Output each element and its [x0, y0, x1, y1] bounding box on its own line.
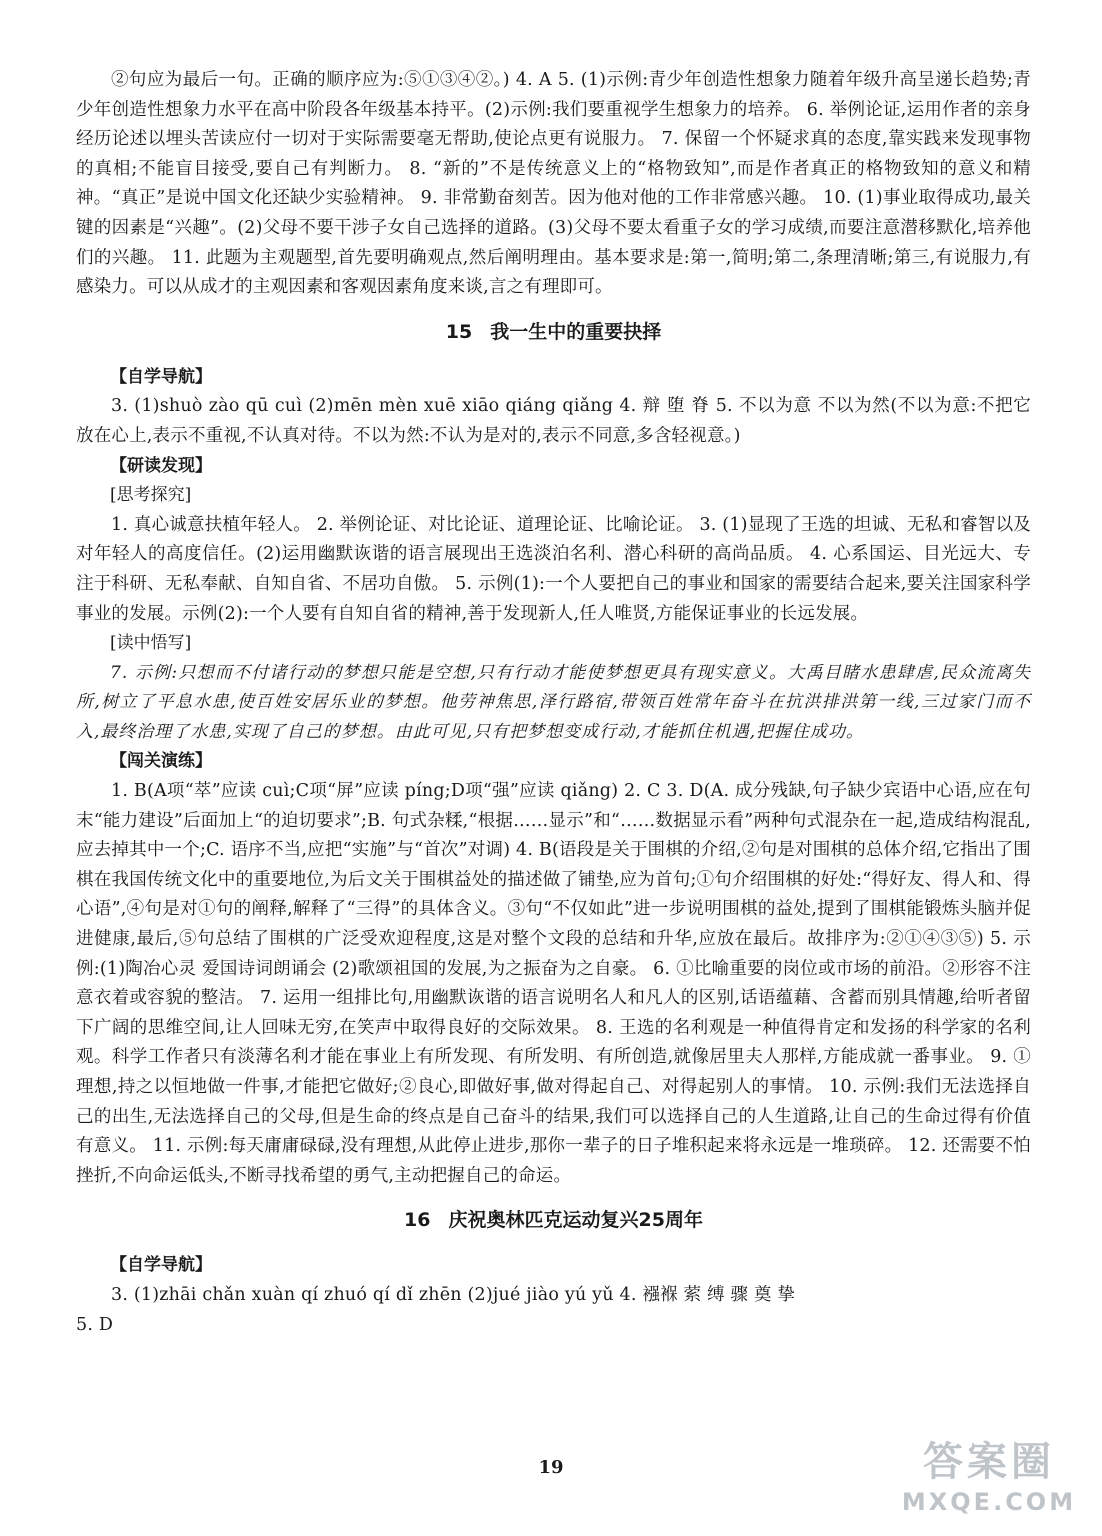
section-15-think-heading: [思考探究] [110, 485, 192, 506]
section-15-read-write-heading: [读中悟写] [110, 633, 192, 654]
section-15-research-heading: 【研读发现】 [110, 455, 212, 476]
page-number: 19 [538, 1457, 564, 1478]
section-15-number: 15 [445, 320, 473, 343]
section-15-self-study-heading: 【自学导航】 [110, 366, 212, 387]
section-16-title [76, 1205, 1031, 1235]
intro-paragraph: ②句应为最后一句。正确的顺序应为:⑤①③④②。) 4. A 5. (1)示例:青少年创造性想象力随着年级升高呈递长趋势;青少年创造性想象力水平在高中阶段各年级基本持平。(2)示例:我们要重视学生想象力的培养。 6. 举例论证,运用作者的亲身经历论述以埋头苦读应付一切对于实际需要毫无帮助,使论点更有说服力。 7. 保留一个怀疑求真的态度,靠实践来发现事物的真相;不能盲目接受,要自己有判断力。 8. “新的”不是传统意义上的“格物致知”,而是作者真正的格物致知的意义和精神。“真正”是说中国文化还缺少实验精神。 9. 非常勤奋刻苦。因为他对他的工作非常感兴趣。 10. (1)事业取得成功,最关键的因素是“兴趣”。(2)父母不要干涉子女自己选择的道路。(3)父母不要太看重子女的学习成绩,而要注意潜移默化,培养他们的兴趣。 11. 此题为主观题型,首先要明确观点,然后阐明理由。基本要求是:第一,简明;第二,条理清晰;第三,有说服力,有感染力。可以从成才的主观因素和客观因素角度来谈,言之有理即可。 [76, 70, 1031, 298]
section-15-read-write-text: 7. 示例:只想而不付诸行动的梦想只能是空想,只有行动才能使梦想更具有现实意义。大禹目睹水患肆虐,民众流离失所,树立了平息水患,使百姓安居乐业的梦想。他劳神焦思,泽行路宿,带领百姓常年奋斗在抗洪排洪第一线,三过家门而不入,最终治理了水患,实现了自己的梦想。由此可见,只有把梦想变成行动,才能抓住机遇,把握住成功。 [76, 662, 1031, 742]
section-16-number: 16 [404, 1209, 431, 1232]
section-15-self-study-text: 3. (1)shuò zào qū cuì (2)mēn mèn xuē xiāo qiáng qiǎng 4. 辩 堕 脊 5. 不以为意 不以为然(不以为意:不把它放在心上,表示不重视,不认真对待。不以为然:不认为是对的,表示不同意,多含轻视意。) [76, 396, 1031, 446]
section-16-self-study-text: 3. (1)zhāi chǎn xuàn qí zhuó qí dǐ zhēn (2)jué jiào yú yǔ 4. 襁褓 萦 缚 骤 奠 挚 [111, 1284, 796, 1305]
section-16-title-text: 庆祝奥林匹克运动复兴25周年 [448, 1209, 703, 1232]
section-15-title-text: 我一生中的重要抉择 [490, 320, 662, 343]
section-15-practice-text: 1. B(A项“萃”应读 cuì;C项“屏”应读 píng;D项“强”应读 qiǎng) 2. C 3. D(A. 成分残缺,句子缺少宾语中心语,应在句末“能力建设”后面加上“的迫切要求”;B. 句式杂糅,“根据……显示”和“……数据显示看”两种句式混杂在一起,造成结构混乱,应去掉其中一个;C. 语序不当,应把“实施”与“首次”对调) 4. B(语段是关于围棋的介绍,②句是对围棋的总体介绍,它指出了围棋在我国传统文化中的重要地位,为后文关于围棋益处的描述做了铺垫,应为首句;①句介绍围棋的好处:“得好友、得人和、得心语”,④句是对①句的阐释,解释了“三得”的具体含义。③句“不仅如此”进一步说明围棋的益处,提到了围棋能锻炼头脑并促进健康,最后,⑤句总结了围棋的广泛受欢迎程度,这是对整个文段的总结和升华,应放在最后。故排序为:②①④③⑤) 5. 示例:(1)陶冶心灵 爱国诗词朗诵会 (2)歌颂祖国的发展,为之振奋为之自豪。 6. ①比喻重要的岗位或市场的前沿。②形容不注意衣着或容貌的整洁。 7. 运用一组排比句,用幽默诙谐的语言说明名人和凡人的区别,话语蕴藉、含蓄而别具情趣,给听者留下广阔的思维空间,让人回味无穷,在笑声中取得良好的交际效果。 8. 王选的名利观是一种值得肯定和发扬的科学家的名利观。科学工作者只有淡薄名利才能在事业上有所发现、有所发明、有所创造,就像居里夫人那样,方能成就一番事业。 9. ①理想,持之以恒地做一件事,才能把它做好;②良心,即做好事,做对得起自己、对得起别人的事情。 10. 示例:我们无法选择自己的出生,无法选择自己的父母,但是生命的终点是自己奋斗的结果,我们可以选择自己的人生道路,让自己的生命过得有价值有意义。 11. 示例:每天庸庸碌碌,没有理想,从此停止进步,那你一辈子的日子堆积起来将永远是一堆琐碎。 12. 还需要不怕挫折,不向命运低头,不断寻找希望的勇气,主动把握自己的命运。 [76, 781, 1031, 1186]
section-16-extra-line: 5. D [76, 1314, 114, 1335]
answer-page [76, 66, 1031, 1340]
watermark-top: 答案圈 [923, 1439, 1055, 1485]
watermark-bottom: MXQE.COM [901, 1488, 1077, 1516]
section-16-self-study-heading: 【自学导航】 [110, 1255, 212, 1276]
section-15-practice-heading: 【闯关演练】 [110, 751, 212, 772]
section-15-title [76, 317, 1031, 347]
section-15-think-text: 1. 真心诚意扶植年轻人。 2. 举例论证、对比论证、道理论证、比喻论证。 3. (1)显现了王选的坦诚、无私和睿智以及对年轻人的高度信任。(2)运用幽默诙谐的语言展现出王选淡泊名利、潜心科研的高尚品质。 4. 心系国运、目光远大、专注于科研、无私奉献、自知自省、不居功自傲。 5. 示例(1):一个人要把自己的事业和国家的需要结合起来,要关注国家科学事业的发展。示例(2):一个人要有自知自省的精神,善于发现新人,任人唯贤,方能保证事业的长远发展。 [76, 514, 1031, 624]
watermark-logo [894, 1436, 1084, 1526]
